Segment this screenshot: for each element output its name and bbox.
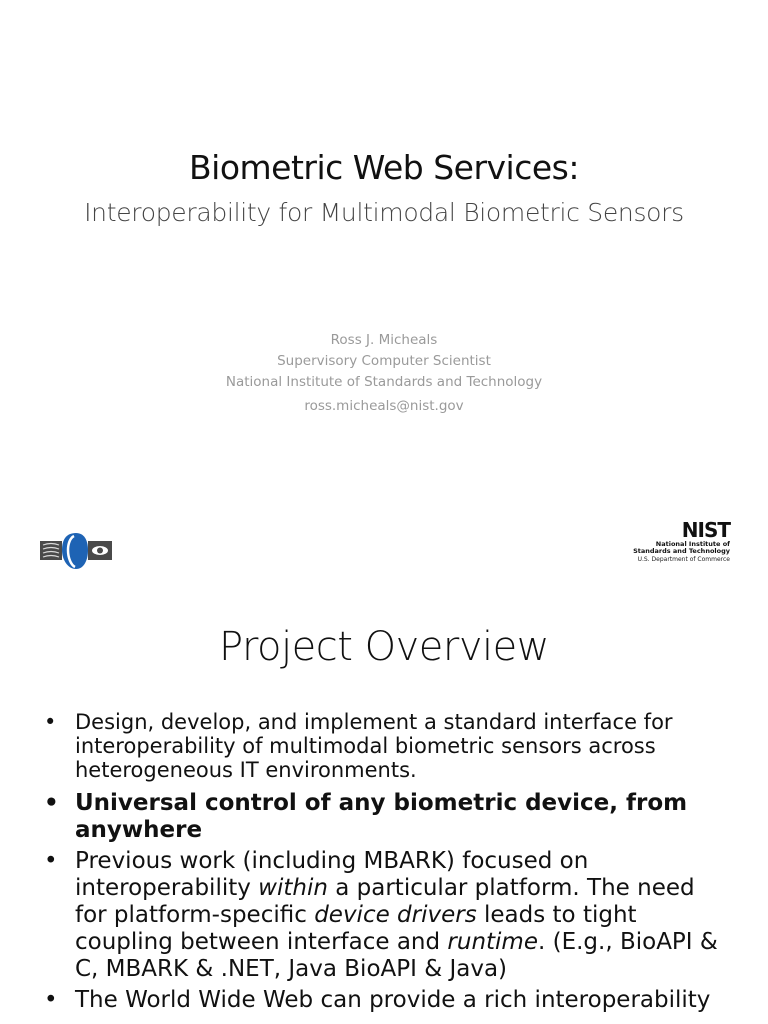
bullet-text-segment: a particular platform. The need for platform-specific [75,875,695,928]
bullet-text: The World Wide Web can provide a rich interoperability [75,987,711,1013]
slide-title: Project Overview [219,624,549,670]
slide-title: Biometric Web Services: [189,148,579,187]
nist-logo-line2: Standards and Technology [633,547,730,555]
bullet-item [44,790,724,844]
slide-subtitle: Interoperability for Multimodal Biometric Sensors [84,198,684,227]
face-shape [62,533,88,569]
bullet-item [44,987,724,1014]
bullet-text-segment: leads to tight coupling between interface and [75,902,637,955]
bullet-text: Design, develop, and implement a standard interface for interoperability of multimodal biometric sensors across heterogeneous IT environments. [75,710,673,782]
bullet-list [44,710,724,1014]
bullet-icon: • [44,848,58,874]
nist-logo-line3: U.S. Department of Commerce [637,556,730,563]
nist-logo-line1: National Institute of [655,540,730,548]
bullet-item [44,848,724,983]
nist-wordmark: NIST [681,518,730,542]
bullet-text-italic: within [258,875,328,901]
project-overview-slide [0,590,768,1024]
bullet-text [75,848,718,982]
nist-logo [630,520,734,568]
bullet-text-italic: device drivers [314,902,477,928]
bullet-icon: • [44,987,58,1013]
biometrics-logo-icon [40,532,112,570]
bullet-icon: • [44,710,57,734]
bullet-text-italic: runtime [447,929,538,955]
author-organization: National Institute of Standards and Technology [225,374,543,390]
bullet-icon: • [44,790,59,816]
bullet-item [44,710,724,782]
author-block [0,330,768,417]
bullet-text-segment: . (E.g., BioAPI & C, MBARK & .NET, Java BioAPI & Java) [75,929,718,982]
bullet-text: Universal control of any biometric device, from anywhere [75,790,688,843]
author-email: ross.micheals@nist.gov [304,398,464,414]
author-name: Ross J. Micheals [330,332,438,348]
bullet-text-segment: Previous work (including MBARK) focused on interoperability [75,848,589,901]
author-role: Supervisory Computer Scientist [277,353,491,369]
